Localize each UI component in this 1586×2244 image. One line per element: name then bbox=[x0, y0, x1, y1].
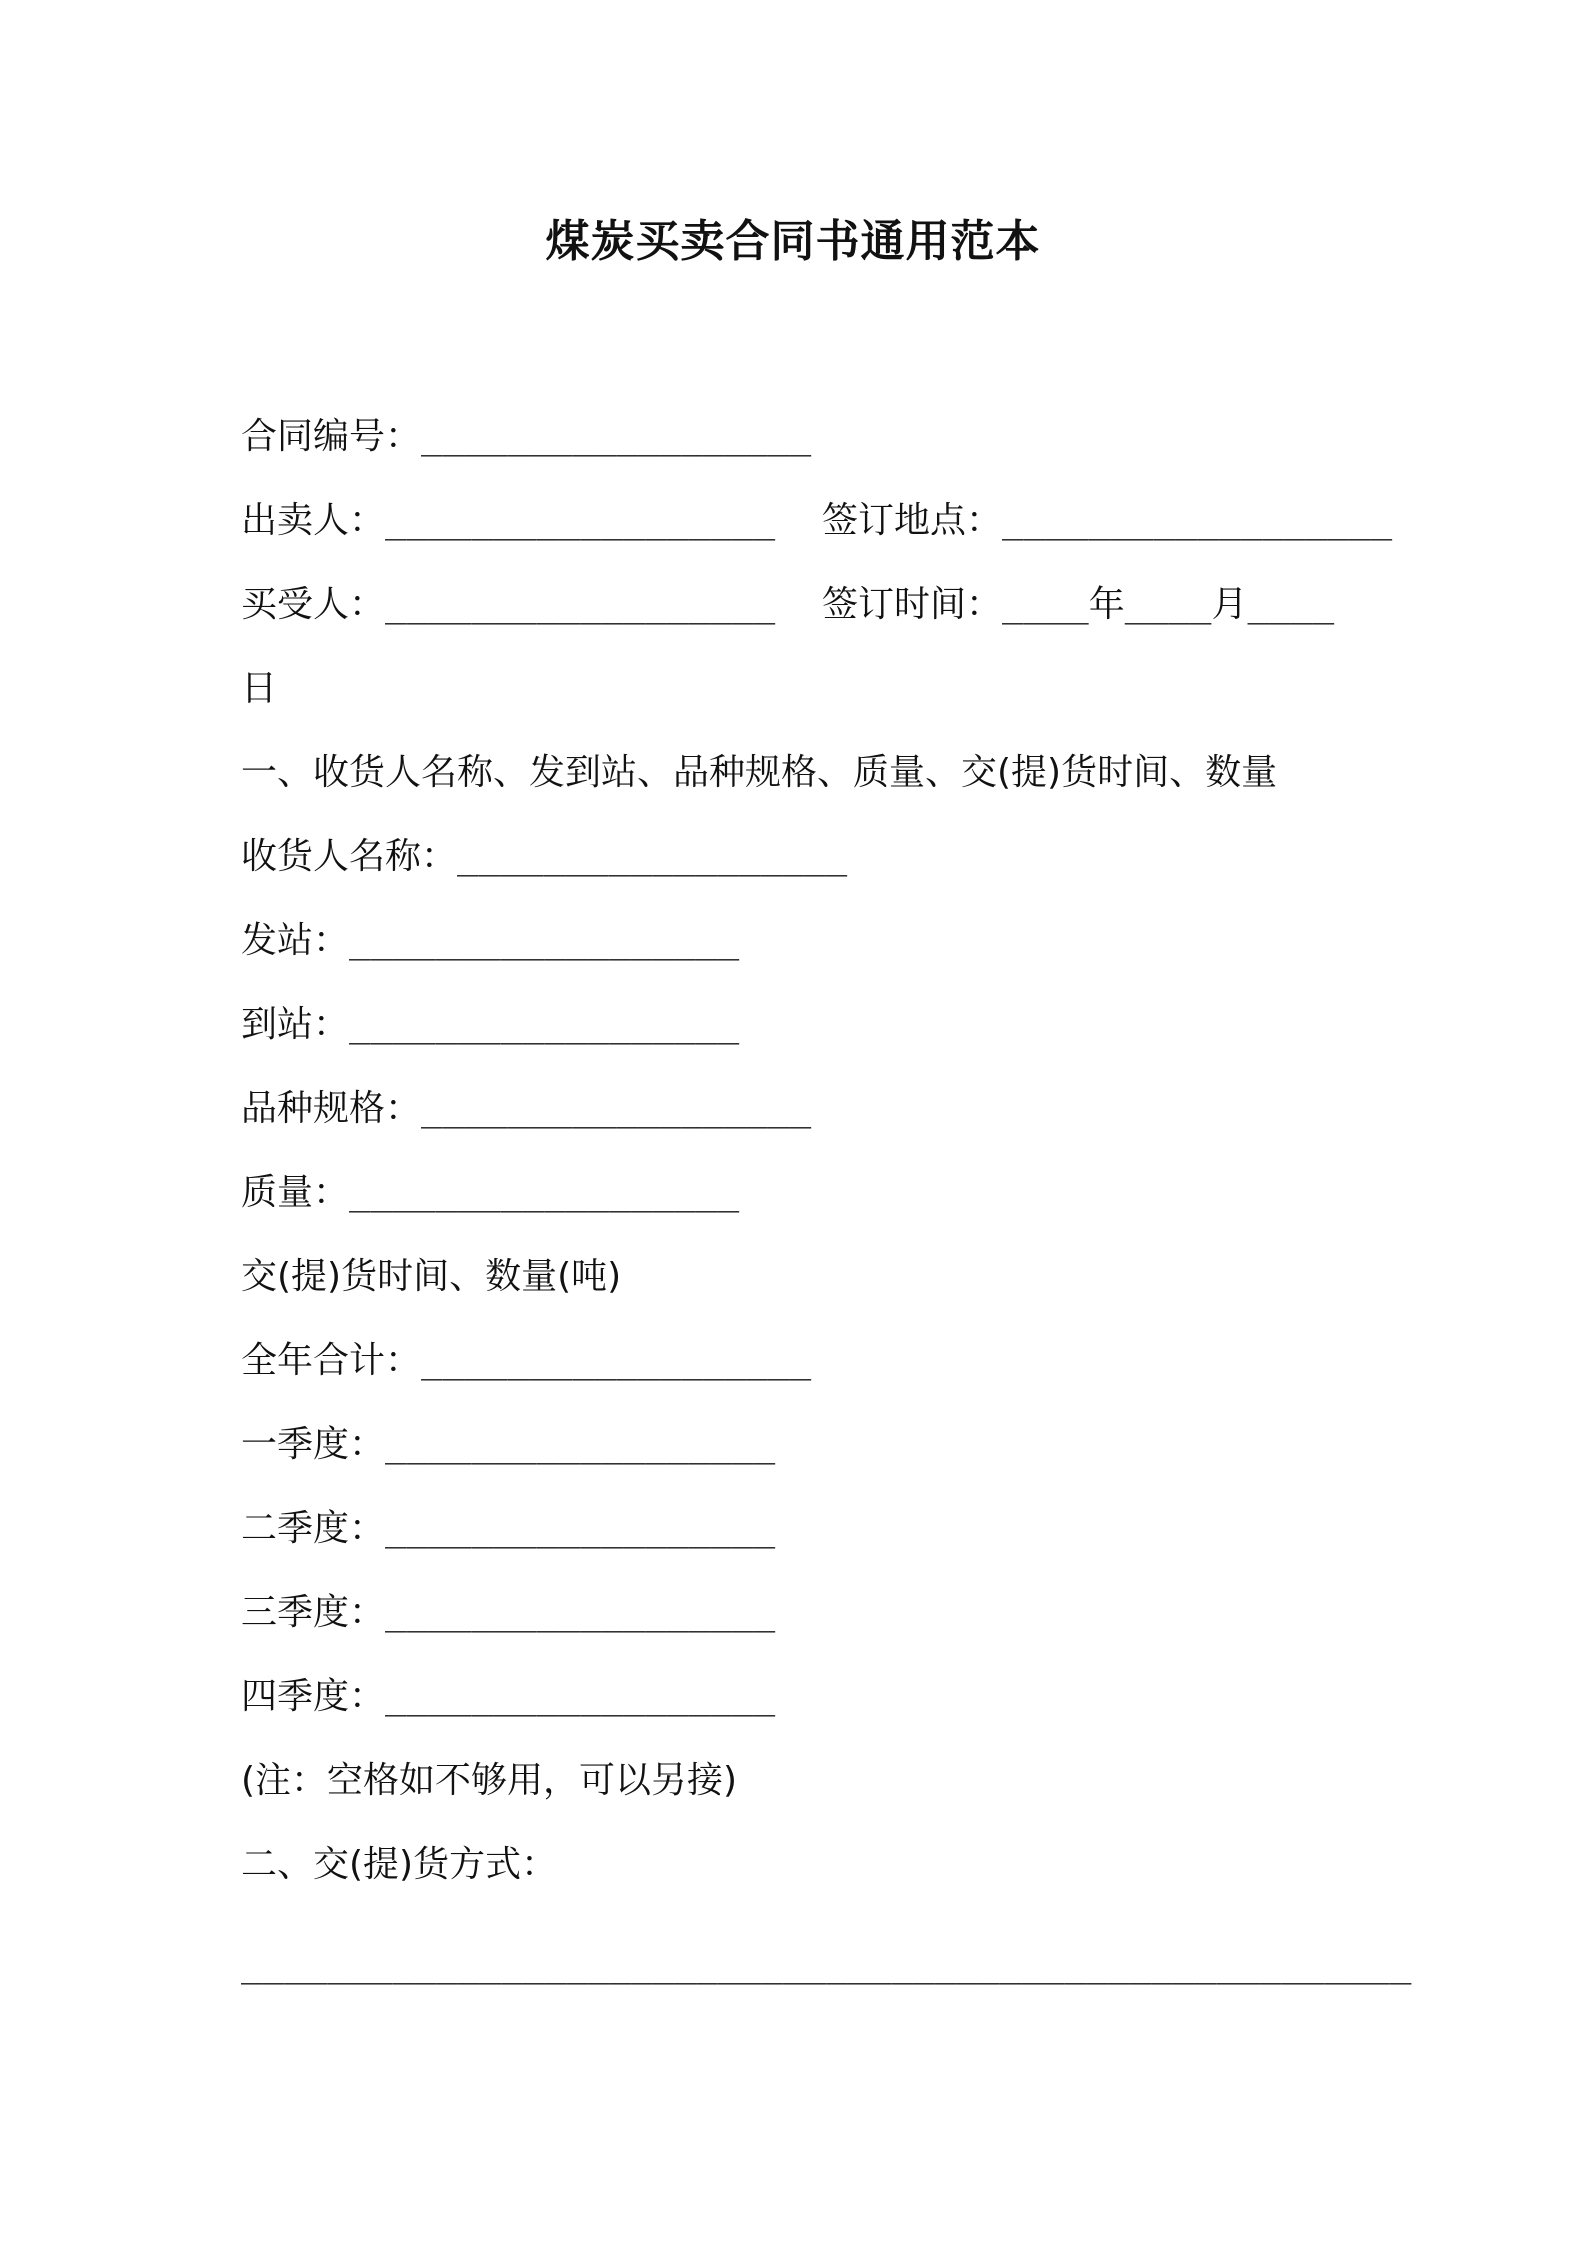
sign-time-line bbox=[822, 580, 1334, 630]
arrive-station-line bbox=[241, 1000, 739, 1050]
contract-number-line bbox=[241, 412, 811, 462]
seller-label: 出卖人： bbox=[241, 500, 386, 541]
sign-day-field[interactable]: ____ bbox=[1247, 584, 1335, 625]
section2-heading: 二、交(提)货方式： bbox=[241, 1844, 558, 1885]
note-text: (注：空格如不够用，可以另接) bbox=[241, 1760, 738, 1801]
buyer-line bbox=[241, 580, 775, 630]
consignee-line bbox=[241, 832, 847, 882]
buyer-label: 买受人： bbox=[241, 584, 386, 625]
q1-field[interactable]: __________________ bbox=[385, 1424, 776, 1465]
quality-line bbox=[241, 1168, 739, 1218]
spec-label: 品种规格： bbox=[241, 1088, 422, 1129]
document-title: 煤炭买卖合同书通用范本 bbox=[545, 216, 1041, 267]
year-total-label: 全年合计： bbox=[241, 1340, 422, 1381]
q2-field[interactable]: __________________ bbox=[385, 1508, 776, 1549]
sign-place-field[interactable]: __________________ bbox=[1002, 500, 1393, 541]
q4-label: 四季度： bbox=[241, 1676, 386, 1717]
q2-label: 二季度： bbox=[241, 1508, 386, 1549]
contract-number-label: 合同编号： bbox=[241, 416, 422, 457]
consignee-field[interactable]: __________________ bbox=[457, 836, 848, 877]
spec-line bbox=[241, 1084, 811, 1134]
depart-station-field[interactable]: __________________ bbox=[349, 920, 740, 961]
day-label: 日 bbox=[241, 668, 278, 709]
year-label: 年 bbox=[1088, 584, 1125, 625]
sign-time-label: 签订时间： bbox=[822, 584, 1003, 625]
depart-station-line bbox=[241, 916, 739, 966]
quality-field[interactable]: __________________ bbox=[349, 1172, 740, 1213]
q3-label: 三季度： bbox=[241, 1592, 386, 1633]
arrive-station-label: 到站： bbox=[241, 1004, 350, 1045]
month-label: 月 bbox=[1211, 584, 1248, 625]
q4-line bbox=[241, 1672, 775, 1722]
q3-line bbox=[241, 1588, 775, 1638]
year-total-field[interactable]: __________________ bbox=[421, 1340, 812, 1381]
year-total-line bbox=[241, 1336, 811, 1386]
delivery-time-heading: 交(提)货时间、数量(吨) bbox=[241, 1256, 622, 1297]
spec-field[interactable]: __________________ bbox=[421, 1088, 812, 1129]
sign-place-label: 签订地点： bbox=[822, 500, 1003, 541]
sign-year-field[interactable]: ____ bbox=[1002, 584, 1089, 625]
seller-field[interactable]: __________________ bbox=[385, 500, 776, 541]
contract-number-field[interactable]: __________________ bbox=[421, 416, 812, 457]
consignee-label: 收货人名称： bbox=[241, 836, 458, 877]
seller-line bbox=[241, 496, 775, 546]
q1-line bbox=[241, 1420, 775, 1470]
sign-month-field[interactable]: ____ bbox=[1124, 584, 1212, 625]
q3-field[interactable]: __________________ bbox=[385, 1592, 776, 1633]
arrive-station-field[interactable]: __________________ bbox=[349, 1004, 740, 1045]
delivery-method-field[interactable]: ______________________________________________________ bbox=[241, 1944, 1412, 1985]
section1-heading: 一、收货人名称、发到站、品种规格、质量、交(提)货时间、数量 bbox=[241, 752, 1278, 793]
buyer-field[interactable]: __________________ bbox=[385, 584, 776, 625]
q1-label: 一季度： bbox=[241, 1424, 386, 1465]
depart-station-label: 发站： bbox=[241, 920, 350, 961]
q4-field[interactable]: __________________ bbox=[385, 1676, 776, 1717]
sign-place-line bbox=[822, 496, 1392, 546]
q2-line bbox=[241, 1504, 775, 1554]
quality-label: 质量： bbox=[241, 1172, 350, 1213]
